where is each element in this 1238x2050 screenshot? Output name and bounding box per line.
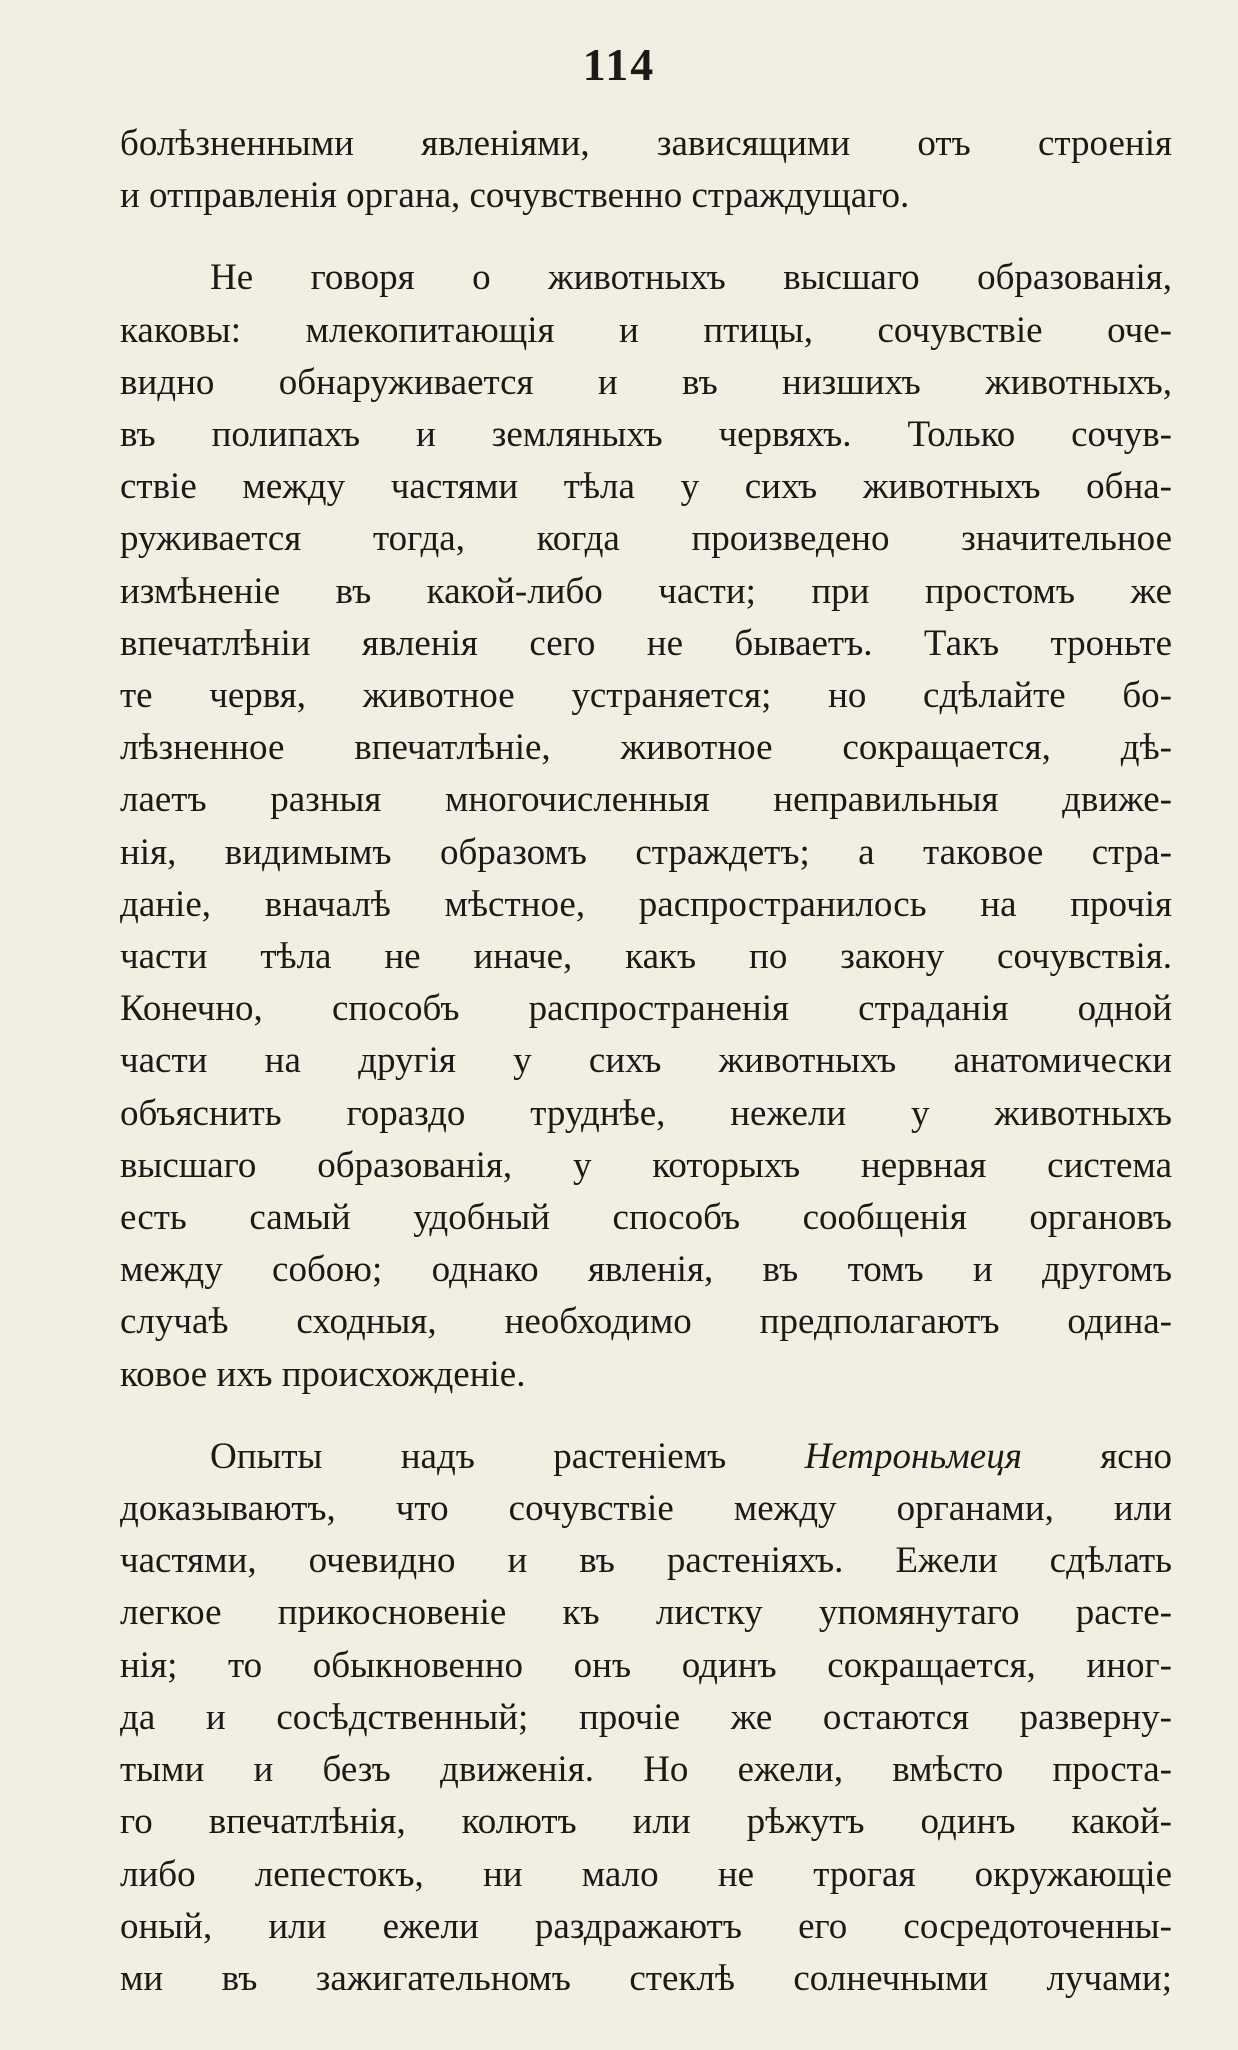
text-line: высшаго образованія, у которыхъ нервная система — [120, 1144, 1172, 1186]
text-line: ствіе между частями тѣла у сихъ животныхъ обна- — [120, 466, 1172, 508]
text-line: части на другія у сихъ животныхъ анатомически — [120, 1040, 1172, 1082]
text-line: ми въ зажигательномъ стеклѣ солнечными лучами; — [120, 1957, 1172, 1999]
text-line: въ полипахъ и земляныхъ червяхъ. Только сочув- — [120, 414, 1172, 456]
text-line: руживается тогда, когда произведено значительное — [120, 518, 1172, 560]
text-line: либо лепестокъ, ни мало не трогая окружающіе — [120, 1853, 1172, 1895]
text-line: измѣненіе въ какой-либо части; при простомъ же — [120, 570, 1172, 612]
text-line — [120, 1431, 1172, 1483]
text-line: частями, очевидно и въ растеніяхъ. Ежели сдѣлать — [120, 1540, 1172, 1582]
text-line: между собою; однако явленія, въ томъ и другомъ — [120, 1249, 1172, 1291]
text-line: да и сосѣдственный; прочіе же остаются разверну- — [120, 1696, 1172, 1738]
text-line: каковы: млекопитающія и птицы, сочувствіе оче- — [120, 309, 1172, 351]
page-number: 114 — [582, 39, 656, 90]
text-line: ковое ихъ происхожденіе. — [120, 1353, 526, 1395]
paragraph-3 — [120, 1431, 1172, 2005]
text-line: лаетъ разныя многочисленныя неправильныя движе- — [120, 779, 1172, 821]
text-line: оный, или ежели раздражаютъ его сосредоточенны- — [120, 1905, 1172, 1947]
text-line: Конечно, способъ распространенія страданія одной — [120, 988, 1172, 1030]
plant-name-italic: Нетроньмеця — [804, 1435, 1022, 1477]
text-line: Не говоря о животныхъ высшаго образованія, — [210, 257, 1172, 299]
text-segment: ясно — [1100, 1435, 1173, 1477]
text-line: те червя, животное устраняется; но сдѣлайте бо- — [120, 675, 1172, 717]
text-line: го впечатлѣнія, колютъ или рѣжутъ одинъ какой- — [120, 1801, 1172, 1843]
paragraph-2 — [120, 252, 1172, 1400]
text-line: даніе, вначалѣ мѣстное, распространилось на прочія — [120, 883, 1172, 925]
paragraph-1 — [120, 118, 1172, 222]
text-line: лѣзненное впечатлѣніе, животное сокращается, дѣ- — [120, 727, 1172, 769]
text-line: есть самый удобный способъ сообщенія органовъ — [120, 1197, 1172, 1239]
text-line: болѣзненными явленіями, зависящими отъ строенія — [120, 123, 1172, 164]
text-line: легкое прикосновеніе къ листку упомянутаго расте- — [120, 1592, 1172, 1634]
text-line: объяснить гораздо труднѣе, нежели у животныхъ — [120, 1092, 1172, 1134]
text-line: впечатлѣніи явленія сего не бываетъ. Такъ троньте — [120, 622, 1172, 664]
text-line: доказываютъ, что сочувствіе между органами, или — [120, 1488, 1172, 1530]
text-line: и отправленія органа, сочувственно страждущаго. — [120, 175, 910, 217]
text-line: тыми и безъ движенія. Но ежели, вмѣсто проста- — [120, 1749, 1172, 1791]
body-text — [120, 118, 1172, 2005]
text-line: части тѣла не иначе, какъ по закону сочувствія. — [120, 936, 1172, 978]
text-line: видно обнаруживается и въ низшихъ животныхъ, — [120, 361, 1172, 403]
text-line: случаѣ сходныя, необходимо предполагаютъ одина- — [120, 1301, 1172, 1343]
text-segment: Опыты надъ растеніемъ — [210, 1435, 727, 1477]
text-line: нія, видимымъ образомъ страждетъ; а таковое стра- — [120, 831, 1172, 873]
text-line: нія; то обыкновенно онъ одинъ сокращается, иног- — [120, 1644, 1172, 1686]
